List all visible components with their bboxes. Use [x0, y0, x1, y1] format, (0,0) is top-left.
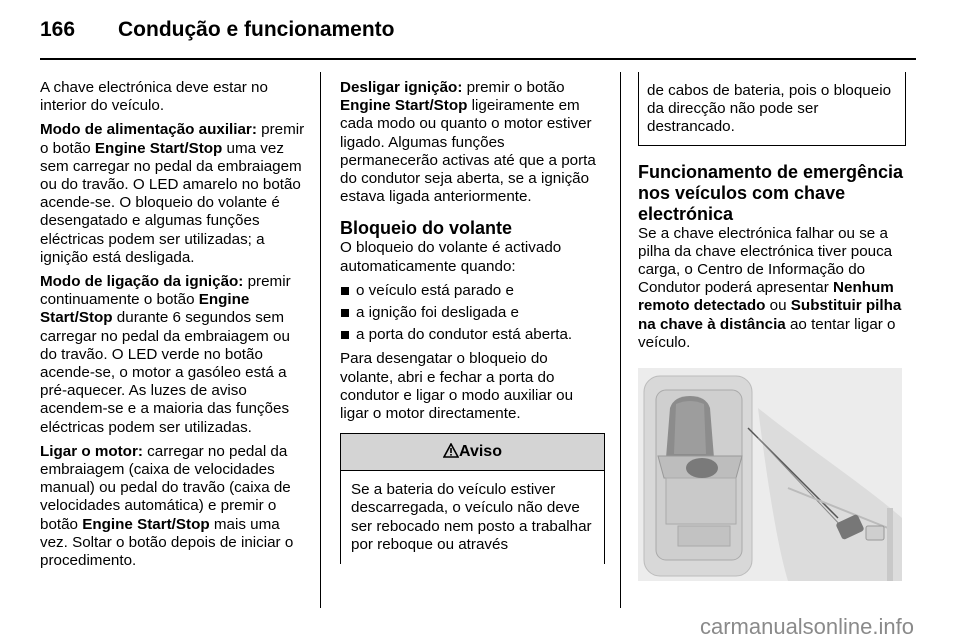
steering-lock-heading: Bloqueio do volante	[340, 218, 513, 239]
unlock-paragraph: Para desengatar o bloqueio do volante, abri e fechar a porta do condutor e ligar o modo auxiliar ou ligar o motor directamente.	[340, 350, 574, 423]
column-2	[340, 79, 605, 564]
ignition-mode-paragraph: Modo de ligação da ignição: premir continuamente o botão Engine Start/Stop durante 6 segundos sem carregar no pedal da embraiagem ou do travão. O LED verde no botão acende-se, o motor a gasóleo está a pré-aquecer. As luzes de aviso acendem-se e a maioria das funções eléctricas podem ser utilizadas.	[40, 273, 291, 436]
ignition-off-label: Desligar ignição:	[340, 79, 463, 96]
message-replace-battery: Substituir pilha na chave à distância	[638, 297, 902, 333]
start-engine-label: Ligar o motor:	[40, 442, 143, 460]
column-1	[40, 79, 308, 576]
page-number: 166	[40, 18, 76, 41]
steering-lock-conditions	[340, 282, 605, 345]
ignition-off-paragraph: Desligar ignição: premir o botão Engine Start/Stop ligeiramente em cada modo ou quanto o motor estiver ligado. Algumas funções permanecerão activas até que a porta do condutor seja aberta, se a ignição estava ligada anteriormente.	[340, 79, 596, 206]
engine-start-stop-ref: Engine Start/Stop	[340, 97, 468, 115]
emergency-paragraph: Se a chave electrónica falhar ou se a pilha da chave electrónica tiver pouca carga, o Centro de Informação do Condutor poderá apresentar Nenhum remoto detectado ou Substituir pilha na chave à distância ao tentar ligar o veículo.	[638, 224, 902, 351]
ignition-mode-label: Modo de ligação da ignição:	[40, 273, 244, 291]
start-engine-paragraph: Ligar o motor: carregar no pedal da embraiagem (caixa de velocidades manual) ou pedal do travão (caixa de velocidades automática) e premir o botão Engine Start/Stop mais uma vez. Soltar o botão depois de iniciar o procedimento.	[40, 442, 294, 570]
warning-title: Aviso	[459, 443, 502, 461]
intro-paragraph: A chave electrónica deve estar no interior do veículo.	[40, 79, 268, 115]
engine-start-stop-ref: Engine Start/Stop	[82, 515, 210, 533]
page-title: Condução e funcionamento	[118, 18, 395, 41]
warning-box-continued	[638, 72, 906, 146]
warning-continued-text: de cabos de bateria, pois o bloqueio da direcção não pode ser destrancado.	[647, 82, 892, 136]
message-no-remote: Nenhum remoto detectado	[638, 279, 894, 315]
header-rule	[40, 58, 916, 60]
key-slot-illustration	[638, 368, 902, 581]
emergency-heading: Funcionamento de emergência nos veículos com chave electrónica	[638, 161, 904, 224]
column-divider-2	[620, 72, 621, 608]
warning-box	[340, 433, 605, 564]
engine-start-stop-ref: Engine Start/Stop	[40, 291, 250, 327]
aux-mode-label: Modo de alimentação auxiliar:	[40, 121, 257, 139]
warning-text: Se a bateria do veículo estiver descarregada, o veículo não deve ser rebocado nem posto a trabalhar por reboque ou através	[351, 481, 592, 553]
column-3	[638, 72, 906, 581]
aux-mode-paragraph: Modo de alimentação auxiliar: premir o botão Engine Start/Stop uma vez sem carregar no pedal da embraiagem ou do travão. O LED amarelo no botão acende-se. O bloqueio do volante é desengatado e algumas funções eléctricas podem ser utilizadas; a ignição está desligada.	[40, 121, 305, 266]
warning-header	[341, 434, 604, 471]
page-header	[40, 18, 395, 42]
warning-triangle-icon	[443, 443, 459, 458]
key-slot-drawing	[638, 368, 902, 581]
steering-lock-lead: O bloqueio do volante é activado automaticamente quando:	[340, 239, 562, 275]
list-item: a porta do condutor está aberta.	[340, 326, 605, 344]
watermark: carmanualsonline.info	[699, 614, 914, 639]
list-item: o veículo está parado e	[340, 282, 605, 300]
list-item: a ignição foi desligada e	[340, 304, 605, 322]
column-divider-1	[320, 72, 321, 608]
engine-start-stop-ref: Engine Start/Stop	[94, 139, 223, 157]
